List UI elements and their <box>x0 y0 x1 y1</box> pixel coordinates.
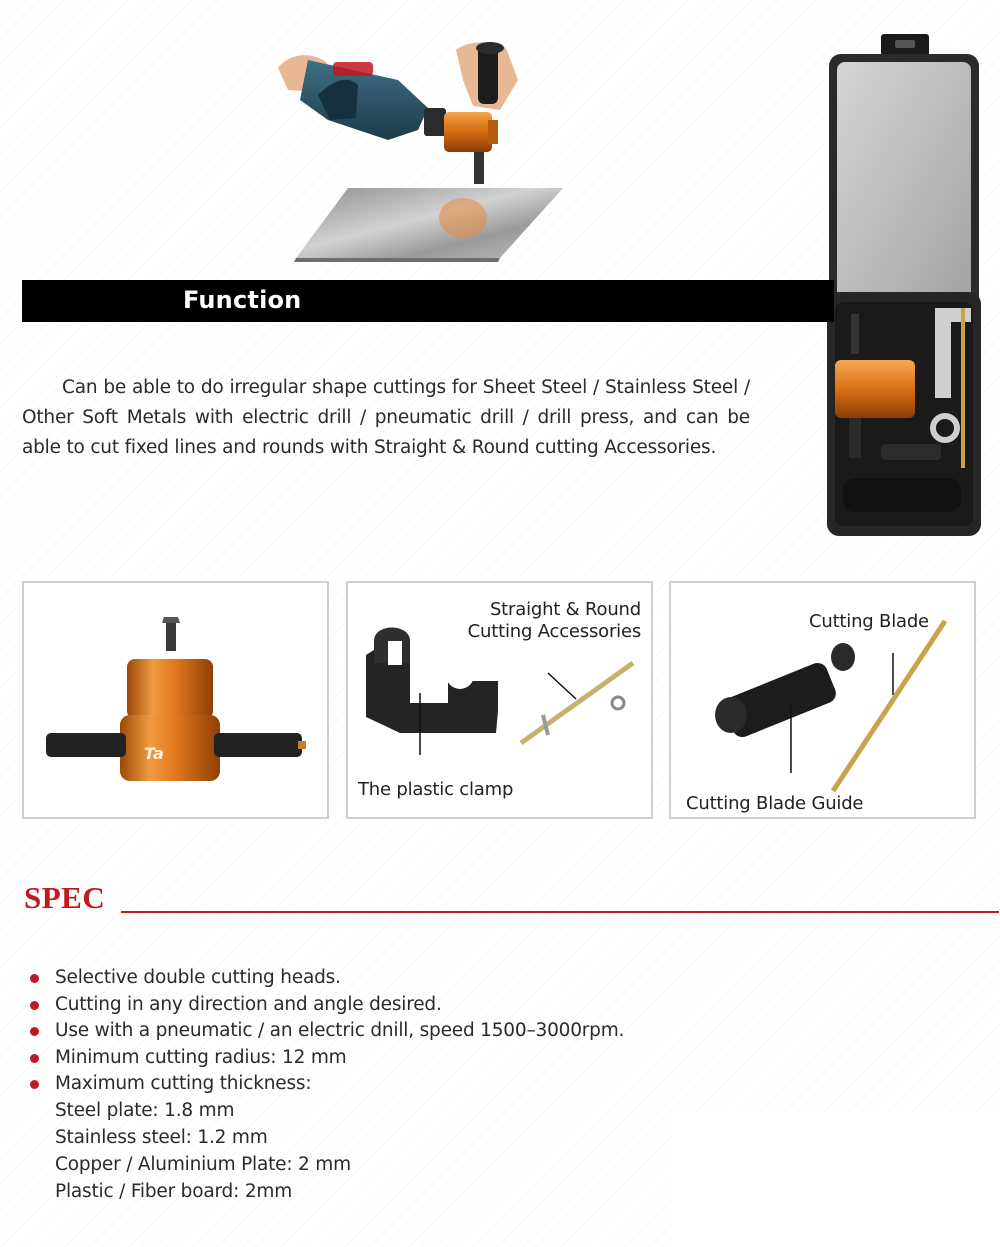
function-title: Function <box>183 286 302 314</box>
bullet-icon <box>30 1080 39 1089</box>
function-header-bar <box>22 280 834 322</box>
cutting-blade-panel <box>669 581 976 819</box>
spec-list <box>30 965 624 1098</box>
thickness-stainless: Stainless steel: 1.2 mm <box>55 1127 268 1148</box>
spec-item: Maximum cutting thickness: <box>30 1071 624 1098</box>
cutting-blade-image <box>671 583 974 817</box>
spec-divider <box>121 911 999 913</box>
cutting-blade-caption: Cutting Blade <box>809 611 929 632</box>
bullet-icon <box>30 1027 39 1036</box>
bullet-icon <box>30 1054 39 1063</box>
cutter-logo: Ta <box>144 744 164 763</box>
blade-guide-caption: Cutting Blade Guide <box>686 793 864 814</box>
thickness-details <box>55 1097 351 1205</box>
background-patch <box>672 1112 1000 1247</box>
plastic-clamp-caption: The plastic clamp <box>358 779 514 800</box>
cutter-head-image <box>24 583 327 817</box>
bullet-icon <box>30 1001 39 1010</box>
spec-item: Selective double cutting heads. <box>30 965 624 992</box>
spec-item: Minimum cutting radius: 12 mm <box>30 1045 624 1072</box>
spec-title: SPEC <box>24 880 106 915</box>
thickness-plastic-fiber: Plastic / Fiber board: 2mm <box>55 1181 293 1202</box>
spec-item: Cutting in any direction and angle desired. <box>30 992 624 1019</box>
function-description: Can be able to do irregular shape cuttings for Sheet Steel / Stainless Steel / Other Soft Metals with electric drill / pneumatic drill / drill press, and can be able to cut fixed lines and rounds with Straight & Round cutting Accessories. <box>22 377 750 458</box>
accessories-panel <box>346 581 653 819</box>
accessories-caption-line2: Cutting Accessories <box>467 621 641 642</box>
spec-item: Use with a pneumatic / an electric dnill, speed 1500–3000rpm. <box>30 1018 624 1045</box>
bullet-icon <box>30 974 39 983</box>
accessories-caption-line1: Straight & Round <box>489 599 641 620</box>
kit-case-photo <box>823 30 983 540</box>
thickness-copper-aluminium: Copper / Aluminium Plate: 2 mm <box>55 1154 351 1175</box>
thickness-steel: Steel plate: 1.8 mm <box>55 1100 235 1121</box>
drill-cutting-sheet-photo <box>278 40 578 262</box>
cutter-head-panel <box>22 581 329 819</box>
